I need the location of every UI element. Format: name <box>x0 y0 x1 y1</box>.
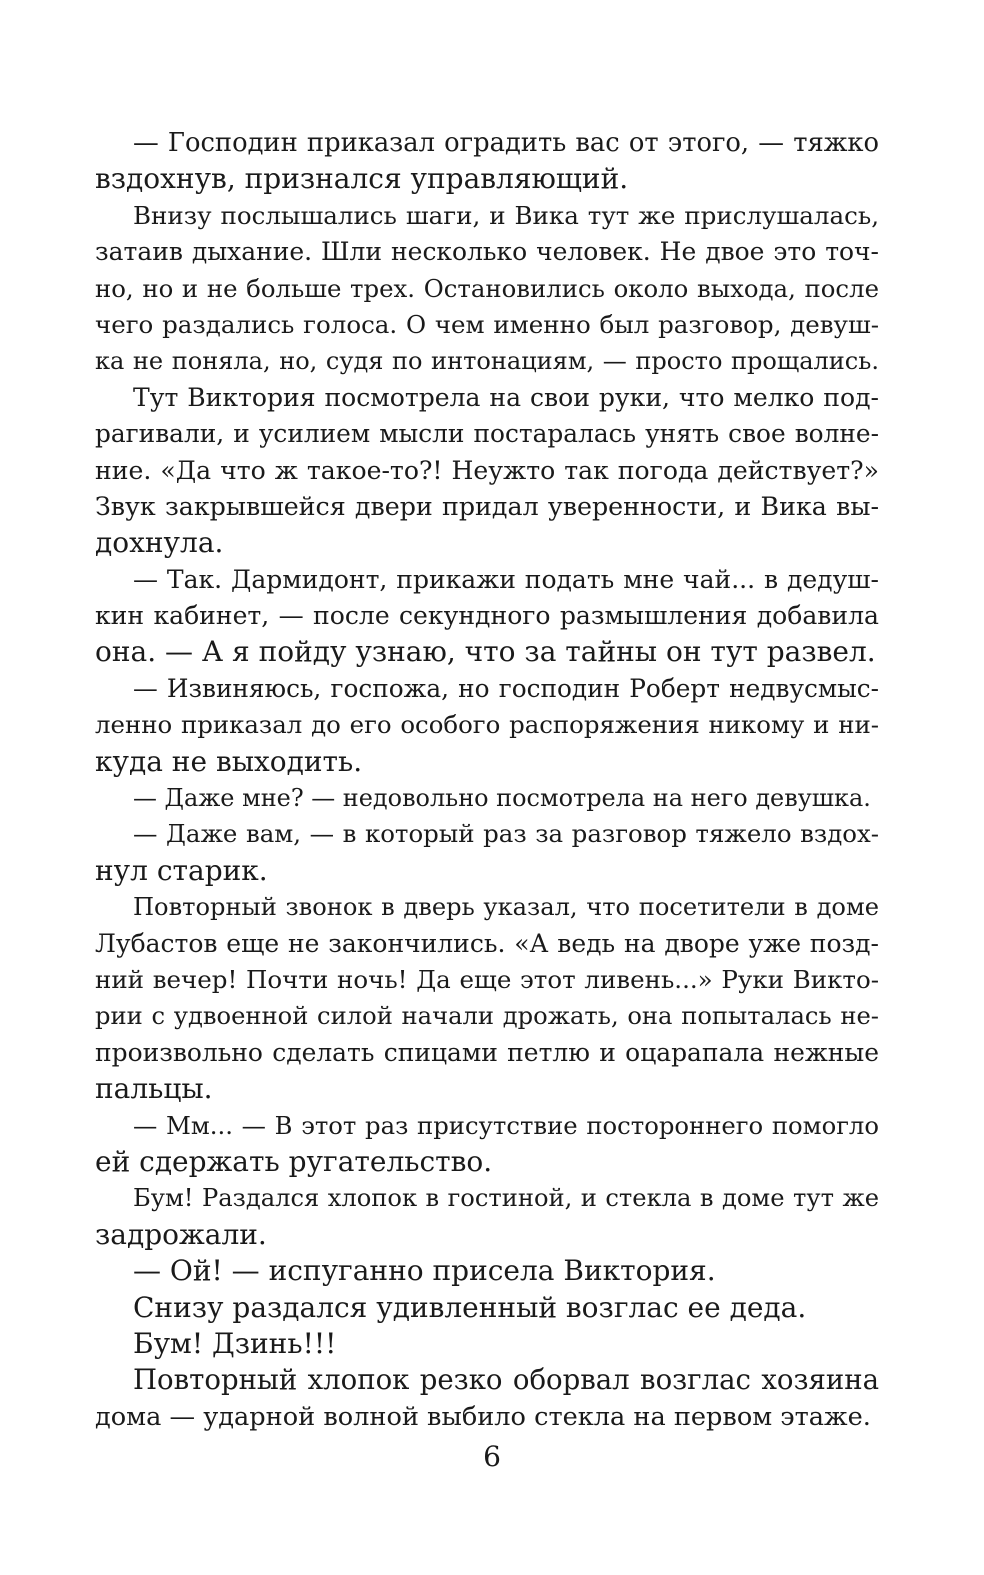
text-line: пальцы. <box>95 1072 213 1106</box>
text-line: ние. «Да что ж такое-то?! Неужто так погода действует?» <box>95 455 879 485</box>
text-line: чего раздались голоса. О чем именно был разговор, девуш- <box>95 309 879 339</box>
text-line: дома — ударной волной выбило стекла на первом этаже. <box>95 1401 871 1432</box>
text-line: Лубастов еще не закончились. «А ведь на дворе уже позд- <box>95 928 879 958</box>
text-line: рагивали, и усилием мысли постаралась унять свое волне- <box>95 419 879 449</box>
text-line: затаив дыхание. Шли несколько человек. Не двое это точ- <box>95 237 879 267</box>
text-line: ка не поняла, но, судя по интонациям, — просто прощались. <box>95 347 879 376</box>
text-line: задрожали. <box>95 1217 267 1251</box>
text-line: ний вечер! Почти ночь! Да еще этот ливень...» Руки Викто- <box>95 964 879 994</box>
text-line: Снизу раздался удивленный возглас ее деда. <box>133 1290 807 1324</box>
text-line: Внизу послышались шаги, и Вика тут же прислушалась, <box>133 200 879 230</box>
text-line: — Мм... — В этот раз присутствие постороннего помогло <box>133 1110 879 1140</box>
body-text <box>95 125 879 1435</box>
text-line: — Даже мне? — недовольно посмотрела на него девушка. <box>133 784 871 813</box>
page-number: 6 <box>483 1440 501 1473</box>
text-line: ленно приказал до его особого распоряжения никому и ни- <box>95 710 879 740</box>
text-line: Звук закрывшейся двери придал уверенности, и Вика вы- <box>95 491 879 521</box>
text-line: но, но и не больше трех. Остановились около выхода, после <box>95 273 879 303</box>
text-line: — Даже вам, — в который раз за разговор тяжело вздох- <box>133 819 879 849</box>
text-line: Бум! Дзинь!!! <box>133 1326 337 1360</box>
text-line: рии с удвоенной силой начали дрожать, она попыталась не- <box>95 1002 879 1031</box>
text-line: дохнула. <box>95 526 224 560</box>
text-line: вздохнув, признался управляющий. <box>95 162 629 196</box>
text-line: — Господин приказал оградить вас от этого, — тяжко <box>133 128 879 158</box>
text-line: Повторный хлопок резко оборвал возглас хозяина <box>133 1364 879 1397</box>
text-line: Тут Виктория посмотрела на свои руки, что мелко под- <box>133 382 879 412</box>
text-line: — Так. Дармидонт, прикажи подать мне чай... в дедуш- <box>133 564 879 594</box>
text-line: нул старик. <box>95 853 268 887</box>
text-line: куда не выходить. <box>95 744 363 778</box>
text-line: произвольно сделать спицами петлю и оцарапала нежные <box>95 1037 879 1067</box>
text-line: — Извиняюсь, госпожа, но господин Роберт недвусмыс- <box>133 673 879 703</box>
text-line: она. — А я пойду узнаю, что за тайны он тут развел. <box>95 635 876 669</box>
text-line: кин кабинет, — после секундного размышления добавила <box>95 601 879 631</box>
text-line: — Ой! — испуганно присела Виктория. <box>133 1254 716 1288</box>
text-line: Повторный звонок в дверь указал, что посетители в доме <box>133 893 879 922</box>
text-line: ей сдержать ругательство. <box>95 1144 493 1178</box>
text-line: Бум! Раздался хлопок в гостиной, и стекла в доме тут же <box>133 1184 879 1213</box>
